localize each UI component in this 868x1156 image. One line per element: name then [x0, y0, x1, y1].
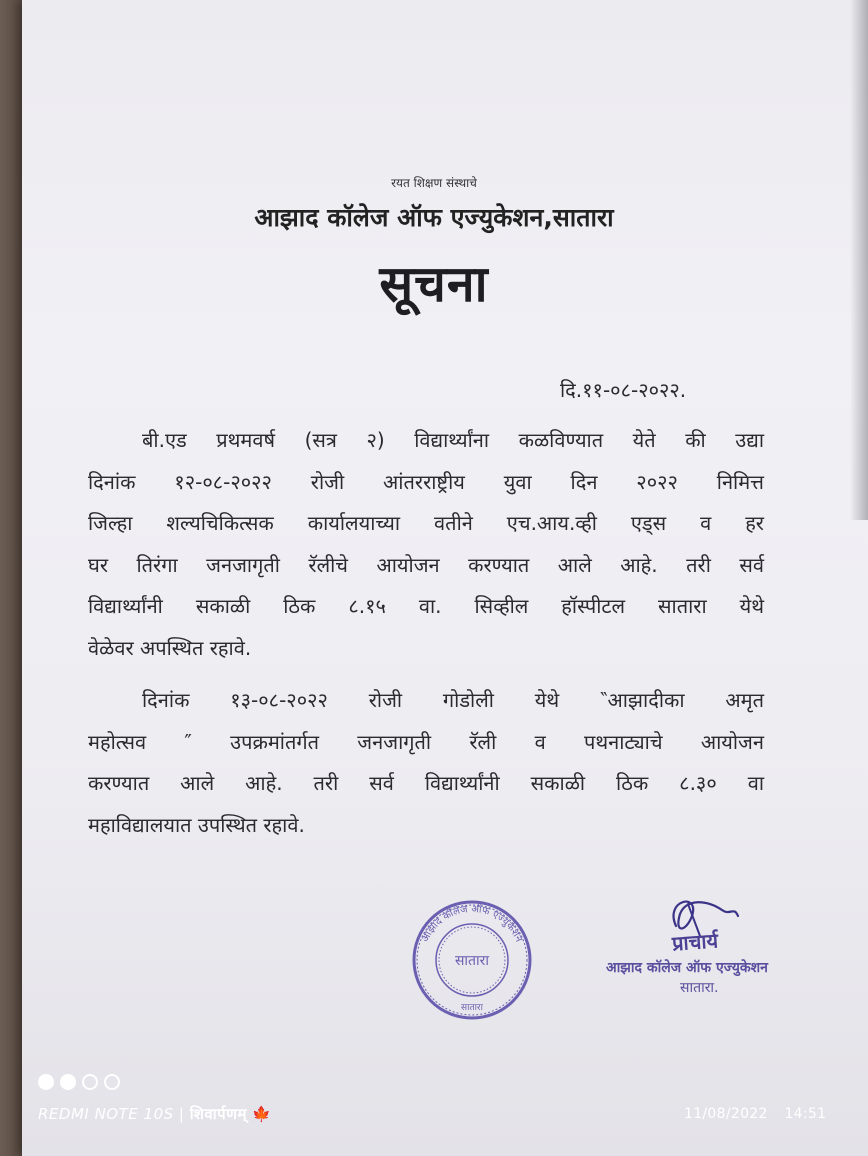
- paragraph-line: वेळेवर अपस्थित रहावे.: [88, 635, 252, 660]
- watermark-brand: शिवार्पणम्: [189, 1105, 247, 1123]
- stamp-arc-text: आझाद कॉलेज ऑफ एज्युकेशन: [419, 903, 525, 944]
- paragraph-line: महोत्सव ″ उपक्रमांतर्गत जनजागृती रॅली व पथनाट्याचे आयोजन: [88, 729, 764, 754]
- stamp-bottom-text: सातारा: [461, 1003, 483, 1013]
- camera-watermark-dots: [38, 1074, 120, 1090]
- watermark-dot-icon: [60, 1074, 76, 1090]
- signature-college: आझाद कॉलेज ऑफ एज्युकेशन: [606, 960, 768, 976]
- paragraph-line: महाविद्यालयात उपस्थित रहावे.: [88, 812, 305, 837]
- device-name: REDMI NOTE 10S: [38, 1105, 174, 1123]
- signature-city: सातारा.: [680, 980, 719, 996]
- watermark-separator: |: [178, 1105, 185, 1123]
- camera-watermark-device: [38, 1104, 271, 1124]
- paragraph-line: दिनांक १३-०८-२०२२ रोजी गोडोली येथे ‶आझादीका अमृत: [142, 688, 764, 712]
- college-name: आझाद कॉलेज ऑफ एज्युकेशन,सातारा: [254, 203, 614, 232]
- organization-subtitle: रयत शिक्षण संस्थाचे: [391, 176, 477, 190]
- watermark-date: 11/08/2022: [684, 1106, 768, 1122]
- notice-paragraph-1: [88, 420, 764, 669]
- notice-paragraph-2: [88, 680, 764, 846]
- watermark-dot-icon: [38, 1074, 54, 1090]
- maple-leaf-icon: 🍁: [252, 1105, 272, 1123]
- paragraph-line: घर तिरंगा जनजागृती रॅलीचे आयोजन करण्यात आले आहे. तरी सर्व: [88, 552, 764, 577]
- watermark-dot-icon: [82, 1074, 98, 1090]
- paragraph-line: दिनांक १२-०८-२०२२ रोजी आंतरराष्ट्रीय युवा दिन २०२२ निमित्त: [88, 469, 764, 494]
- paragraph-line: विद्यार्थ्यांनी सकाळी ठिक ८.१५ वा. सिव्हील हॉस्पीटल सातारा येथे: [88, 594, 764, 618]
- notice-heading: सूचना: [379, 255, 489, 313]
- stamp-center-text: सातारा: [454, 953, 490, 969]
- watermark-dot-icon: [104, 1074, 120, 1090]
- paragraph-line: बी.एड प्रथमवर्ष (सत्र २) विद्यार्थ्यांना कळविण्यात येते की उद्या: [142, 428, 764, 452]
- signature-title: प्राचार्य: [671, 928, 719, 956]
- notice-date: दि.११-०८-२०२२.: [560, 378, 687, 402]
- college-stamp: [410, 898, 534, 1022]
- camera-watermark-datetime: [684, 1106, 826, 1122]
- watermark-time: 14:51: [784, 1106, 827, 1122]
- paragraph-line: करण्यात आले आहे. तरी सर्व विद्यार्थ्यांनी सकाळी ठिक ८.३० वा: [88, 771, 764, 795]
- paragraph-line: जिल्हा शल्यचिकित्सक कार्यालयाच्या वतीने एच.आय.व्ही एड्स व हर: [88, 511, 764, 535]
